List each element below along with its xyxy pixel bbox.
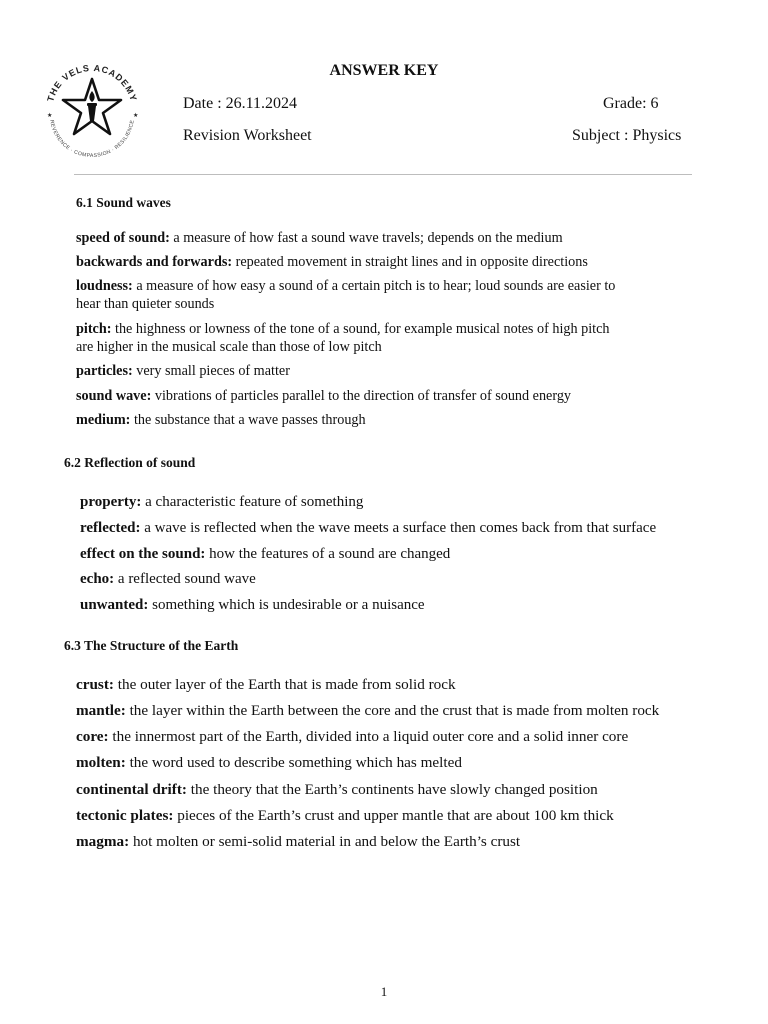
glossary-entry bbox=[80, 596, 425, 614]
entry-term: speed of sound: bbox=[76, 230, 170, 246]
entry-continuation: hear than quieter sounds bbox=[76, 296, 215, 312]
entry-definition: a measure of how easy a sound of a certain pitch is to hear; loud sounds are easier to bbox=[132, 278, 616, 294]
left-star-icon: ★ bbox=[47, 113, 53, 119]
entry-definition: a wave is reflected when the wave meets a surface then comes back from that surface bbox=[140, 520, 657, 536]
torch-icon bbox=[87, 91, 97, 121]
glossary-entry bbox=[76, 833, 520, 851]
glossary-entry bbox=[76, 728, 628, 746]
grade: Grade: 6 bbox=[603, 95, 659, 112]
glossary-entry bbox=[80, 570, 256, 588]
entry-term: reflected: bbox=[80, 520, 141, 536]
entry-definition: the substance that a wave passes through bbox=[130, 412, 366, 428]
entry-definition: something which is undesirable or a nuisance bbox=[148, 597, 425, 613]
entry-term: mantle: bbox=[76, 702, 126, 719]
entry-term: sound wave: bbox=[76, 388, 152, 404]
entry-term: magma: bbox=[76, 833, 130, 850]
glossary-entry bbox=[76, 781, 598, 799]
glossary-entry bbox=[76, 702, 659, 720]
glossary-entry bbox=[80, 493, 363, 511]
glossary-entry bbox=[80, 545, 450, 563]
document-title: ANSWER KEY bbox=[329, 62, 439, 79]
entry-term: core: bbox=[76, 728, 109, 745]
entry-term: crust: bbox=[76, 676, 114, 693]
entry-definition: the word used to describe something which has melted bbox=[125, 754, 462, 771]
page-number: 1 bbox=[380, 984, 388, 999]
entry-term: echo: bbox=[80, 571, 115, 587]
glossary-entry bbox=[76, 388, 571, 405]
glossary-entry bbox=[76, 807, 614, 825]
entry-definition: the theory that the Earth’s continents have slowly changed position bbox=[186, 781, 598, 798]
entry-term: backwards and forwards: bbox=[76, 254, 233, 270]
entry-term: continental drift: bbox=[76, 781, 187, 798]
entry-term: effect on the sound: bbox=[80, 546, 206, 562]
entry-definition: repeated movement in straight lines and in opposite directions bbox=[232, 254, 588, 270]
entry-definition: a measure of how fast a sound wave travels; depends on the medium bbox=[169, 230, 563, 246]
glossary-entry bbox=[76, 676, 456, 694]
entry-definition: a reflected sound wave bbox=[114, 571, 256, 587]
header-divider bbox=[74, 174, 692, 175]
entry-term: tectonic plates: bbox=[76, 807, 174, 824]
svg-text:REVERENCE · COMPASSION · RESIL bbox=[48, 119, 135, 159]
entry-continuation: are higher in the musical scale than those of low pitch bbox=[76, 339, 382, 355]
worksheet-title: Revision Worksheet bbox=[183, 127, 312, 144]
glossary-entry bbox=[76, 321, 610, 338]
entry-definition: the outer layer of the Earth that is made from solid rock bbox=[113, 676, 456, 693]
section-title: 6.1 Sound waves bbox=[76, 195, 171, 210]
glossary-entry bbox=[76, 230, 563, 247]
logo-name: THE VELS ACADEMY bbox=[45, 62, 139, 103]
entry-term: medium: bbox=[76, 412, 131, 428]
section-title: 6.2 Reflection of sound bbox=[64, 455, 196, 470]
entry-definition: the layer within the Earth between the core and the crust that is made from molten rock bbox=[125, 702, 660, 719]
date: Date : 26.11.2024 bbox=[183, 95, 298, 112]
entry-term: molten: bbox=[76, 754, 126, 771]
entry-definition: very small pieces of matter bbox=[132, 363, 290, 379]
entry-term: loudness: bbox=[76, 278, 133, 294]
entry-term: unwanted: bbox=[80, 597, 149, 613]
entry-definition: hot molten or semi-solid material in and below the Earth’s crust bbox=[129, 833, 521, 850]
entry-definition: pieces of the Earth’s crust and upper mantle that are about 100 km thick bbox=[173, 807, 614, 824]
entry-term: property: bbox=[80, 494, 142, 510]
right-star-icon: ★ bbox=[133, 113, 139, 119]
glossary-entry bbox=[76, 754, 462, 772]
logo-motto: REVERENCE · COMPASSION · RESILIENCE bbox=[48, 119, 136, 160]
entry-definition: how the features of a sound are changed bbox=[205, 546, 451, 562]
entry-term: particles: bbox=[76, 363, 133, 379]
entry-definition: vibrations of particles parallel to the direction of transfer of sound energy bbox=[151, 388, 572, 404]
glossary-entry bbox=[80, 519, 656, 537]
entry-definition: the innermost part of the Earth, divided into a liquid outer core and a solid inner core bbox=[108, 728, 629, 745]
glossary-entry bbox=[76, 363, 290, 380]
glossary-entry bbox=[76, 412, 366, 429]
section-title: 6.3 The Structure of the Earth bbox=[64, 638, 239, 653]
glossary-entry bbox=[76, 278, 615, 295]
entry-term: pitch: bbox=[76, 321, 112, 337]
entry-definition: a characteristic feature of something bbox=[141, 494, 364, 510]
subject: Subject : Physics bbox=[572, 127, 682, 144]
glossary-entry bbox=[76, 254, 588, 271]
entry-definition: the highness or lowness of the tone of a sound, for example musical notes of high pitch bbox=[111, 321, 610, 337]
